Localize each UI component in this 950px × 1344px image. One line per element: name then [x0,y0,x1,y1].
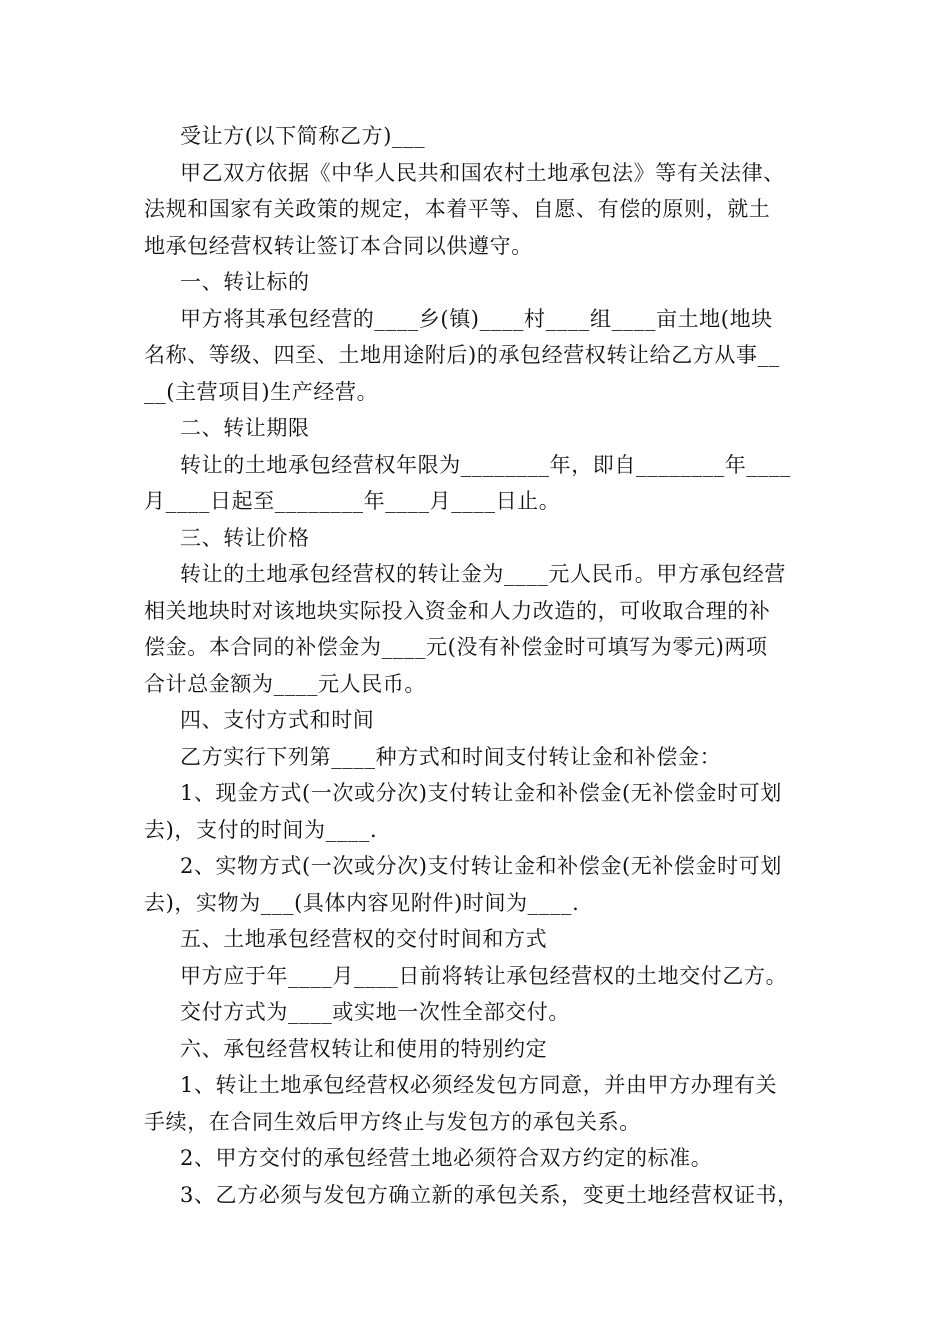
document-line: __(主营项目)生产经营。 [144,379,379,404]
document-line: 甲方应于年____月____日前将转让承包经营权的土地交付乙方。 [180,963,788,988]
document-line: 合计总金额为____元人民币。 [144,671,426,696]
document-line: 甲方将其承包经营的____乡(镇)____村____组____亩土地(地块 [180,306,773,331]
document-line: 3、乙方必须与发包方确立新的承包关系，变更土地经营权证书， [180,1182,799,1207]
document-line: 交付方式为____或实地一次性全部交付。 [180,1000,570,1024]
document-line: 1、转让土地承包经营权必须经发包方同意，并由甲方办理有关 [180,1073,778,1097]
document-line: 五、土地承包经营权的交付时间和方式 [180,927,548,951]
document-line: 1、现金方式(一次或分次)支付转让金和补偿金(无补偿金时可划 [180,781,782,805]
document-line: 法规和国家有关政策的规定，本着平等、自愿、有偿的原则，就土 [144,197,771,221]
document-line: 去)，支付的时间为____. [144,817,378,842]
document-line: 二、转让期限 [180,416,310,440]
document-line: 转让的土地承包经营权的转让金为____元人民币。甲方承包经营 [180,562,786,586]
document-line: 月____日起至________年____月____日止。 [144,489,561,513]
document-line: 三、转让价格 [180,525,310,550]
document-line: 一、转让标的 [180,270,310,294]
document-line: 转让的土地承包经营权年限为________年，即自________年____ [180,452,791,477]
document-line: 去)，实物为___(具体内容见附件)时间为____. [144,890,580,915]
document-line: 名称、等级、四至、土地用途附后)的承包经营权转让给乙方从事__ [144,343,780,367]
document-line: 2、甲方交付的承包经营土地必须符合双方约定的标准。 [180,1146,713,1170]
document-line: 乙方实行下列第____种方式和时间支付转让金和补偿金： [180,744,722,769]
document-line: 四、支付方式和时间 [180,708,375,732]
document-line: 偿金。本合同的补偿金为____元(没有补偿金时可填写为零元)两项 [144,635,768,659]
document-line: 甲乙双方依据《中华人民共和国农村土地承包法》等有关法律、 [180,160,785,185]
document-line: 地承包经营权转让签订本合同以供遵守。 [144,233,533,258]
document-line: 六、承包经营权转让和使用的特别约定 [180,1036,548,1061]
document-line: 受让方(以下简称乙方)___ [180,124,426,148]
document-line: 相关地块时对该地块实际投入资金和人力改造的，可收取合理的补 [144,598,771,623]
document-line: 2、实物方式(一次或分次)支付转让金和补偿金(无补偿金时可划 [180,854,782,878]
document-line: 手续，在合同生效后甲方终止与发包方的承包关系。 [144,1109,641,1134]
document-body [144,118,812,1213]
